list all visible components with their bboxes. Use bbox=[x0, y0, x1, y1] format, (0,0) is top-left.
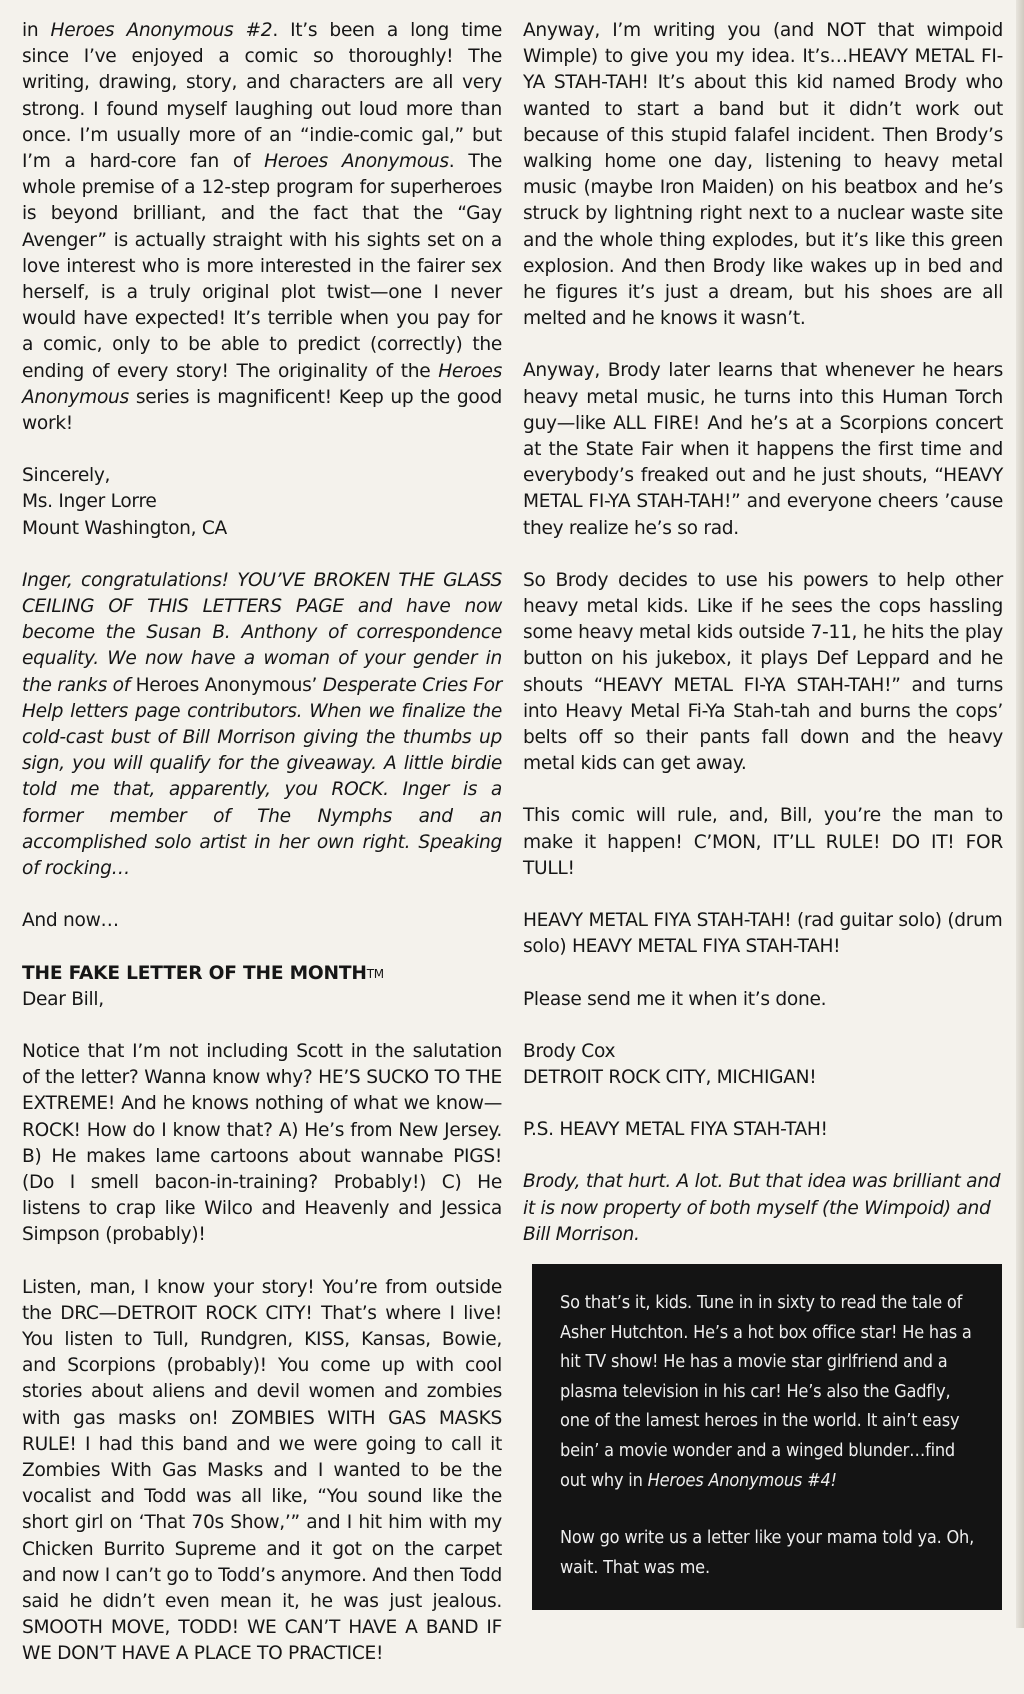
author-location: Mount Washington, CA bbox=[22, 517, 227, 539]
fake-letter-paragraph: Anyway, Brody later learns that whenever he hears heavy metal music, he turns into this Human Torch guy—like ALL FIRE! And he’s at a Scorpions concert at the State Fair when it happens the first time and everybody’s freaked out and he just shouts, “HEAVY METAL FI-YA STAH-TAH!” and everyone cheers ’cause they realize he’s so rad. bbox=[523, 360, 1003, 539]
right-column bbox=[523, 18, 1003, 1274]
author-name: Brody Cox bbox=[523, 1040, 616, 1062]
fake-letter-paragraph: Anyway, I’m writing you (and NOT that wimpoid Wimple) to give you my idea. It’s…HEAVY METAL FI-YA STAH-TAH! It’s about this kid named Brody who wanted to start a band but it didn’t work out because of this stupid falafel incident. Then Brody’s walking home one day, listening to heavy metal music (maybe Iron Maiden) on his beatbox and he’s struck by lightning right next to a nuclear waste site and the whole thing explodes, but it’s like this green explosion. And then Brody like wakes up in bed and he figures it’s just a dream, but his shoes are all melted and he knows it wasn’t. bbox=[523, 20, 1003, 330]
fake-letter-paragraph: Notice that I’m not including Scott in the salutation of the letter? Wanna know why? HE’S SUCKO TO THE EXTREME! And he knows nothing of what we know—ROCK! How do I know that? A) He’s from New Jersey. B) He makes lame cartoons about wannabe PIGS! (Do I smell bacon-in-training? Probably!) C) He listens to crap like Wilco and Heavenly and Jessica Simpson (probably)! bbox=[22, 1040, 502, 1246]
left-column bbox=[22, 18, 502, 1694]
letter-inger-signoff bbox=[22, 463, 502, 542]
fake-letter-paragraph: This comic will rule, and, Bill, you’re the man to make it happen! C’MON, IT’LL RULE! DO IT! FOR TULL! bbox=[523, 805, 1003, 879]
closing-note-paragraph: So that’s it, kids. Tune in in sixty to read the tale of Asher Hutchton. He’s a hot box office star! He has a hit TV show! He has a movie star girlfriend and a plasma television in his car! He’s also the Gadfly, one of the lamest heroes in the world. It ain’t easy bein’ a movie wonder and a winged blunder…find out why in Heroes Anonymous #4! bbox=[560, 1292, 972, 1491]
editor-reply-inger: Inger, congratulations! YOU’VE BROKEN THE GLASS CEILING OF THIS LETTERS PAGE and have now become the Susan B. Anthony of correspondence equality. We now have a woman of your gender in the ranks of Heroes Anonymous’ Desperate Cries For Help letters page contributors. When we finalize the cold-cast bust of Bill Morrison giving the thumbs up sign, you will qualify for the giveaway. A little birdie told me that, apparently, you ROCK. Inger is a former member of The Nymphs and an accomplished solo artist in her own right. Speaking of rocking… bbox=[22, 569, 502, 880]
letter-inger-body: in Heroes Anonymous #2. It’s been a long time since I’ve enjoyed a comic so thoroughly! The writing, drawing, story, and characters are all very strong. I found myself laughing out loud more than once. I’m usually more of an “indie-comic gal,” but I’m a hard-core fan of Heroes Anonymous. The whole premise of a 12-step program for superheroes is beyond brilliant, and the fact that the “Gay Avenger” is actually straight with his sights set on a love interest who is more interested in the fairer sex herself, is a truly original plot twist—one I never would have expected! It’s terrible when you pay for a comic, only to be able to predict (correctly) the ending of every story! The originality of the Heroes Anonymous series is magnificent! Keep up the good work! bbox=[22, 20, 503, 435]
closing-note-box bbox=[532, 1264, 1002, 1610]
page-edge bbox=[1016, 0, 1024, 1628]
trademark: TM bbox=[366, 966, 384, 981]
and-now: And now… bbox=[22, 910, 119, 932]
fake-letter-paragraph: Please send me it when it’s done. bbox=[523, 988, 827, 1010]
postscript: P.S. HEAVY METAL FIYA STAH-TAH! bbox=[523, 1119, 828, 1141]
fake-letter-paragraph: So Brody decides to use his powers to help other heavy metal kids. Like if he sees the cops hassling some heavy metal kids outside 7-11, he hits the play button on his jukebox, it plays Def Leppard and he shouts “HEAVY METAL FI-YA STAH-TAH!” and turns into Heavy Metal Fi-Ya Stah-tah and burns the cops’ belts off so their pants fall down and the heavy metal kids can get away. bbox=[523, 569, 1003, 775]
comic-title: Heroes Anonymous #4! bbox=[647, 1469, 837, 1491]
section-heading: THE FAKE LETTER OF THE MONTH bbox=[22, 962, 367, 984]
closing-note-paragraph: Now go write us a letter like your mama told ya. Oh, wait. That was me. bbox=[560, 1527, 975, 1578]
fake-letter-paragraph: HEAVY METAL FIYA STAH-TAH! (rad guitar solo) (drum solo) HEAVY METAL FIYA STAH-TAH! bbox=[523, 910, 1003, 958]
salutation: Dear Bill, bbox=[22, 988, 104, 1010]
fake-letter-signoff bbox=[523, 1039, 1003, 1091]
fake-letter-header bbox=[22, 961, 502, 987]
closing: Sincerely, bbox=[22, 465, 111, 487]
author-name: Ms. Inger Lorre bbox=[22, 491, 157, 513]
author-location: DETROIT ROCK CITY, MICHIGAN! bbox=[523, 1066, 817, 1088]
editor-reply-brody: Brody, that hurt. A lot. But that idea was brilliant and it is now property of both myself (the Wimpoid) and Bill Morrison. bbox=[523, 1171, 1001, 1245]
fake-letter-paragraph: Listen, man, I know your story! You’re from outside the DRC—DETROIT ROCK CITY! That’s where I live! You listen to Tull, Rundgren, KISS, Kansas, Bowie, and Scorpions (probably)! You come up with cool stories about aliens and devil women and zombies with gas masks on! ZOMBIES WITH GAS MASKS RULE! I had this band and we were going to call it Zombies With Gas Masks and I wanted to be the vocalist and Todd was all like, “You sound like the short girl on ‘That 70s Show,’” and I hit him with my Chicken Burrito Supreme and it got on the carpet and now I can’t go to Todd’s anymore. And then Todd said he didn’t even mean it, he was just jealous. SMOOTH MOVE, TODD! WE CAN’T HAVE A BAND IF WE DON’T HAVE A PLACE TO PRACTICE! bbox=[22, 1276, 502, 1665]
comic-title: Heroes Anonymous’ bbox=[135, 674, 318, 696]
comic-title: Heroes Anonymous bbox=[264, 151, 449, 173]
comic-title: Heroes Anonymous #2 bbox=[50, 20, 273, 41]
comic-title: Heroes Anonymous bbox=[22, 360, 502, 408]
